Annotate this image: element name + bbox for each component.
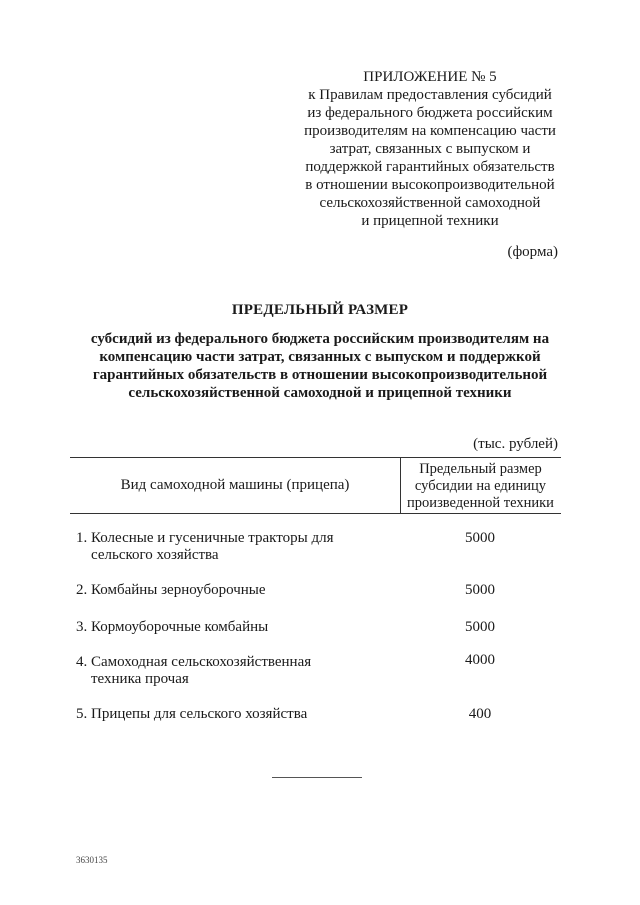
end-of-document-rule xyxy=(272,777,362,778)
column-header-machine-type: Вид самоходной машины (прицепа) xyxy=(120,477,350,493)
document-code: 3630135 xyxy=(76,855,108,865)
table-row-value: 5000 xyxy=(465,619,495,635)
table-row-name xyxy=(76,706,386,723)
row-name-line: 4. Самоходная сельскохозяйственная xyxy=(76,654,312,670)
form-label: (форма) xyxy=(507,244,558,260)
column-header-line: произведенной техники xyxy=(407,495,554,511)
column-header-line: субсидии на единицу xyxy=(414,478,547,494)
appendix-header-line: в отношении высокопроизводительной xyxy=(305,177,555,193)
row-name-line: 2. Комбайны зерноуборочные xyxy=(76,582,266,598)
units-label: (тыс. рублей) xyxy=(473,436,558,452)
row-name-line: 3. Кормоуборочные комбайны xyxy=(76,619,269,635)
table-row-value: 5000 xyxy=(465,582,495,598)
column-header-line: Предельный размер xyxy=(419,461,542,477)
table-row-value: 5000 xyxy=(465,530,495,546)
table-row-name xyxy=(76,619,386,636)
appendix-header-line: к Правилам предоставления субсидий xyxy=(308,87,552,103)
appendix-header xyxy=(290,68,570,230)
document-title: ПРЕДЕЛЬНЫЙ РАЗМЕР xyxy=(231,302,409,318)
table-row-name xyxy=(76,530,386,564)
table-row-name xyxy=(76,654,386,688)
appendix-header-line: затрат, связанных с выпуском и xyxy=(329,141,531,157)
table-header-rule xyxy=(70,513,561,514)
column-header-subsidy-limit xyxy=(400,461,561,512)
subtitle-line: гарантийных обязательств в отношении высокопроизводительной xyxy=(92,367,548,383)
table-row-value: 4000 xyxy=(465,652,495,668)
row-name-line: 5. Прицепы для сельского хозяйства xyxy=(76,706,308,722)
appendix-header-line: сельскохозяйственной самоходной xyxy=(319,195,541,211)
table-row-value: 400 xyxy=(468,706,492,722)
appendix-header-line: производителям на компенсацию части xyxy=(304,123,556,139)
subtitle-line: компенсацию части затрат, связанных с выпуском и поддержкой xyxy=(99,349,541,365)
appendix-header-line: поддержкой гарантийных обязательств xyxy=(305,159,555,175)
row-name-line: сельского хозяйства xyxy=(91,547,219,563)
appendix-header-line: и прицепной техники xyxy=(361,213,499,229)
subtitle-line: субсидий из федерального бюджета российским производителям на xyxy=(90,331,550,347)
subtitle-line: сельскохозяйственной самоходной и прицепной техники xyxy=(128,385,512,401)
appendix-header-line: из федерального бюджета российским xyxy=(307,105,553,121)
table-row-name xyxy=(76,582,386,599)
row-name-line: техника прочая xyxy=(91,671,189,687)
appendix-number: ПРИЛОЖЕНИЕ № 5 xyxy=(363,69,497,85)
table-top-rule xyxy=(70,457,561,458)
row-name-line: 1. Колесные и гусеничные тракторы для xyxy=(76,530,334,546)
document-subtitle xyxy=(70,330,570,402)
